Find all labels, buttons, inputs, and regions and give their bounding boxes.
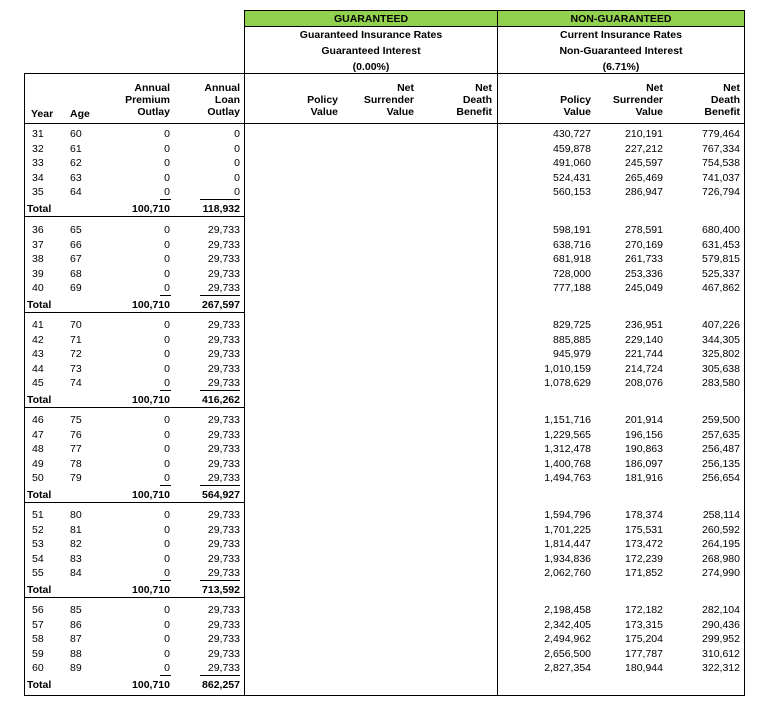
loan-subtotal-rule [200,390,240,391]
table-right-border [744,10,745,696]
premium-total: 100,710 [132,394,170,406]
ng-surrender-value-cell: 180,944 [625,662,663,675]
premium-cell: 0 [164,523,170,536]
ng-surrender-value-cell: 175,531 [625,523,663,536]
premium-cell: 0 [164,567,170,580]
loan-cell: 29,733 [207,414,240,426]
ng-policy-value-cell: 777,188 [553,282,591,295]
premium-cell: 0 [164,472,170,485]
group-total-rule [24,407,245,408]
ng-death-benefit-cell: 305,638 [702,362,740,375]
ng-policy-value-cell: 829,725 [553,319,591,331]
ng-surrender-value-cell: 253,336 [625,267,663,280]
premium-cell: 0 [164,428,170,441]
ng-policy-value-cell: 598,191 [553,224,591,236]
premium-cell: 0 [164,377,170,390]
loan-total: 118,932 [202,203,240,215]
premium-total: 100,710 [132,299,170,311]
ng-policy-value-cell: 430,727 [553,128,591,140]
year-cell: 49 [32,457,44,470]
loan-total: 862,257 [202,679,240,691]
premium-cell: 0 [164,633,170,646]
ng-death-benefit-cell: 274,990 [702,567,740,580]
ng-policy-value-cell: 524,431 [553,171,591,184]
header-title-underline [244,26,745,27]
ng-surrender-value-cell: 270,169 [625,238,663,251]
age-cell: 60 [70,128,82,140]
premium-cell: 0 [164,224,170,236]
ng-surrender-value-cell: 186,097 [625,457,663,470]
loan-cell: 0 [234,142,240,155]
premium-cell: 0 [164,538,170,551]
year-cell: 37 [32,238,44,251]
year-cell: 35 [32,186,44,199]
premium-subtotal-rule [160,295,171,296]
loan-cell: 29,733 [207,282,240,295]
loan-total: 564,927 [202,489,240,501]
ng-death-benefit-cell: 525,337 [702,267,740,280]
age-cell: 73 [70,362,82,375]
age-cell: 70 [70,319,82,331]
age-cell: 65 [70,224,82,236]
total-label: Total [27,489,52,501]
ng-death-benefit-cell: 680,400 [702,224,740,236]
loan-cell: 29,733 [207,319,240,331]
year-cell: 32 [32,142,44,155]
ng-death-benefit-cell: 322,312 [702,662,740,675]
premium-cell: 0 [164,662,170,675]
table-bottom-border [24,695,745,696]
ng-death-benefit-cell: 282,104 [702,604,740,616]
ng-death-benefit-cell: 754,538 [702,157,740,170]
ng-policy-value-cell: 491,060 [553,157,591,170]
premium-total: 100,710 [132,489,170,501]
age-cell: 66 [70,238,82,251]
ng-surrender-value-cell: 245,597 [625,157,663,170]
ng-surrender-value-cell: 181,916 [625,472,663,485]
ng-surrender-value-cell: 196,156 [625,428,663,441]
ng-death-benefit-cell: 467,862 [702,282,740,295]
ng-policy-value-cell: 1,078,629 [544,377,591,390]
guaranteed-interest-label: Guaranteed Interest [321,45,421,57]
ng-death-benefit-cell: 259,500 [702,414,740,426]
premium-cell: 0 [164,552,170,565]
loan-cell: 29,733 [207,552,240,565]
loan-cell: 29,733 [207,253,240,266]
group-total-rule [24,597,245,598]
year-cell: 47 [32,428,44,441]
ng-policy-value-cell: 728,000 [553,267,591,280]
year-cell: 42 [32,333,44,346]
loan-cell: 29,733 [207,523,240,536]
loan-total: 713,592 [202,584,240,596]
age-cell: 69 [70,282,82,295]
col-header-g-policy: Policy Value [307,94,338,118]
ng-surrender-value-cell: 172,239 [625,552,663,565]
ng-policy-value-cell: 885,885 [553,333,591,346]
premium-cell: 0 [164,362,170,375]
ng-policy-value-cell: 1,400,768 [544,457,591,470]
non-guaranteed-interest-label: Non-Guaranteed Interest [559,45,683,57]
ng-death-benefit-cell: 260,592 [702,523,740,536]
year-cell: 36 [32,224,44,236]
loan-cell: 29,733 [207,472,240,485]
age-cell: 62 [70,157,82,170]
ng-surrender-value-cell: 236,951 [625,319,663,331]
guaranteed-interest-rate: (0.00%) [352,61,390,73]
ng-surrender-value-cell: 265,469 [625,171,663,184]
loan-cell: 29,733 [207,662,240,675]
ng-death-benefit-cell: 290,436 [702,618,740,631]
loan-cell: 29,733 [207,538,240,551]
age-cell: 72 [70,348,82,361]
year-cell: 44 [32,362,44,375]
ng-surrender-value-cell: 172,182 [625,604,663,616]
ng-policy-value-cell: 1,151,716 [544,414,591,426]
ng-surrender-value-cell: 210,191 [625,128,663,140]
ng-death-benefit-cell: 256,487 [702,443,740,456]
col-header-ng-policy: Policy Value [560,94,591,118]
ng-surrender-value-cell: 190,863 [625,443,663,456]
premium-subtotal-rule [160,580,171,581]
ng-surrender-value-cell: 173,472 [625,538,663,551]
age-cell: 78 [70,457,82,470]
premium-cell: 0 [164,319,170,331]
ng-policy-value-cell: 638,716 [553,238,591,251]
ng-policy-value-cell: 2,342,405 [544,618,591,631]
ng-surrender-value-cell: 245,049 [625,282,663,295]
ng-policy-value-cell: 2,198,458 [544,604,591,616]
total-label: Total [27,394,52,406]
loan-cell: 0 [234,157,240,170]
age-cell: 76 [70,428,82,441]
ng-policy-value-cell: 1,229,565 [544,428,591,441]
loan-cell: 29,733 [207,567,240,580]
ng-policy-value-cell: 1,934,836 [544,552,591,565]
ng-policy-value-cell: 2,494,962 [544,633,591,646]
age-cell: 82 [70,538,82,551]
premium-subtotal-rule [160,675,171,676]
loan-subtotal-rule [200,295,240,296]
ng-death-benefit-cell: 726,794 [702,186,740,199]
loan-cell: 29,733 [207,267,240,280]
age-cell: 67 [70,253,82,266]
age-cell: 87 [70,633,82,646]
age-cell: 63 [70,171,82,184]
ng-policy-value-cell: 2,827,354 [544,662,591,675]
premium-cell: 0 [164,267,170,280]
col-header-g-surrender: Net Surrender Value [363,82,414,118]
year-cell: 50 [32,472,44,485]
col-header-age: Age [70,108,90,120]
loan-cell: 29,733 [207,509,240,521]
age-cell: 89 [70,662,82,675]
premium-total: 100,710 [132,679,170,691]
premium-total: 100,710 [132,203,170,215]
age-cell: 81 [70,523,82,536]
col-header-ng-death: Net Death Benefit [704,82,740,118]
year-cell: 55 [32,567,44,580]
premium-cell: 0 [164,186,170,199]
premium-cell: 0 [164,348,170,361]
ng-surrender-value-cell: 286,947 [625,186,663,199]
loan-subtotal-rule [200,199,240,200]
loan-cell: 0 [234,128,240,140]
premium-cell: 0 [164,333,170,346]
loan-cell: 29,733 [207,238,240,251]
ng-death-benefit-cell: 779,464 [702,128,740,140]
loan-total: 267,597 [202,299,240,311]
age-cell: 61 [70,142,82,155]
group-total-rule [24,216,245,217]
loan-cell: 0 [234,186,240,199]
ng-surrender-value-cell: 177,787 [625,647,663,660]
year-cell: 34 [32,171,44,184]
premium-cell: 0 [164,171,170,184]
ng-surrender-value-cell: 178,374 [625,509,663,521]
ng-policy-value-cell: 1,594,796 [544,509,591,521]
ng-surrender-value-cell: 201,914 [625,414,663,426]
year-cell: 38 [32,253,44,266]
ng-policy-value-cell: 560,153 [553,186,591,199]
loan-cell: 29,733 [207,604,240,616]
premium-subtotal-rule [160,390,171,391]
ng-death-benefit-cell: 256,135 [702,457,740,470]
table-left-border [24,73,25,696]
age-cell: 83 [70,552,82,565]
group-total-rule [24,502,245,503]
ng-surrender-value-cell: 175,204 [625,633,663,646]
ng-surrender-value-cell: 208,076 [625,377,663,390]
ng-death-benefit-cell: 268,980 [702,552,740,565]
ng-surrender-value-cell: 278,591 [625,224,663,236]
ng-death-benefit-cell: 741,037 [702,171,740,184]
age-cell: 85 [70,604,82,616]
loan-cell: 29,733 [207,618,240,631]
loan-cell: 29,733 [207,647,240,660]
ng-death-benefit-cell: 767,334 [702,142,740,155]
loan-cell: 0 [234,171,240,184]
total-label: Total [27,584,52,596]
year-cell: 40 [32,282,44,295]
premium-cell: 0 [164,414,170,426]
premium-subtotal-rule [160,199,171,200]
year-cell: 60 [32,662,44,675]
age-cell: 86 [70,618,82,631]
loan-cell: 29,733 [207,428,240,441]
age-cell: 80 [70,509,82,521]
ng-policy-value-cell: 2,656,500 [544,647,591,660]
premium-cell: 0 [164,128,170,140]
ng-death-benefit-cell: 299,952 [702,633,740,646]
age-cell: 88 [70,647,82,660]
loan-subtotal-rule [200,485,240,486]
guaranteed-rates-label: Guaranteed Insurance Rates [299,29,443,41]
ng-death-benefit-cell: 257,635 [702,428,740,441]
non-guaranteed-rates-label: Current Insurance Rates [560,29,682,41]
ng-policy-value-cell: 459,878 [553,142,591,155]
ng-death-benefit-cell: 264,195 [702,538,740,551]
col-header-premium: Annual Premium Outlay [125,82,170,118]
year-cell: 39 [32,267,44,280]
ng-policy-value-cell: 1,010,159 [544,362,591,375]
age-cell: 77 [70,443,82,456]
ng-death-benefit-cell: 631,453 [702,238,740,251]
ng-policy-value-cell: 945,979 [553,348,591,361]
column-header-underline [24,123,745,124]
ng-death-benefit-cell: 325,802 [702,348,740,361]
loan-cell: 29,733 [207,333,240,346]
ng-surrender-value-cell: 221,744 [625,348,663,361]
loan-cell: 29,733 [207,443,240,456]
premium-cell: 0 [164,282,170,295]
col-header-ng-surrender: Net Surrender Value [612,82,663,118]
guaranteed-rate-underline [351,73,391,74]
premium-cell: 0 [164,253,170,266]
ng-surrender-value-cell: 229,140 [625,333,663,346]
loan-subtotal-rule [200,580,240,581]
year-cell: 51 [32,509,44,521]
premium-cell: 0 [164,618,170,631]
ng-surrender-value-cell: 227,212 [625,142,663,155]
ng-surrender-value-cell: 171,852 [625,567,663,580]
ng-policy-value-cell: 1,814,447 [544,538,591,551]
premium-cell: 0 [164,238,170,251]
ng-surrender-value-cell: 214,724 [625,362,663,375]
premium-cell: 0 [164,604,170,616]
year-cell: 48 [32,443,44,456]
ng-policy-value-cell: 681,918 [553,253,591,266]
ng-death-benefit-cell: 283,580 [702,377,740,390]
year-cell: 57 [32,618,44,631]
loan-cell: 29,733 [207,362,240,375]
ng-surrender-value-cell: 261,733 [625,253,663,266]
premium-cell: 0 [164,647,170,660]
age-cell: 84 [70,567,82,580]
year-cell: 43 [32,348,44,361]
year-cell: 56 [32,604,44,616]
ng-death-benefit-cell: 310,612 [702,647,740,660]
total-label: Total [27,679,52,691]
divider-before-guaranteed [244,10,245,696]
year-cell: 33 [32,157,44,170]
year-cell: 45 [32,377,44,390]
col-header-loan: Annual Loan Outlay [204,82,240,118]
col-header-g-death: Net Death Benefit [456,82,492,118]
header-top-border [244,10,745,11]
group-total-rule [24,312,245,313]
loan-cell: 29,733 [207,457,240,470]
ng-death-benefit-cell: 344,305 [702,333,740,346]
loan-cell: 29,733 [207,377,240,390]
year-cell: 58 [32,633,44,646]
loan-subtotal-rule [200,675,240,676]
premium-total: 100,710 [132,584,170,596]
non-guaranteed-interest-rate: (6.71%) [602,61,640,73]
col-header-year: Year [31,108,54,120]
age-cell: 74 [70,377,82,390]
total-label: Total [27,203,52,215]
age-cell: 68 [70,267,82,280]
age-cell: 79 [70,472,82,485]
premium-cell: 0 [164,142,170,155]
non-guaranteed-title: NON-GUARANTEED [570,13,672,25]
ng-surrender-value-cell: 173,315 [625,618,663,631]
ng-death-benefit-cell: 256,654 [702,472,740,485]
loan-cell: 29,733 [207,348,240,361]
premium-cell: 0 [164,457,170,470]
premium-cell: 0 [164,509,170,521]
ng-policy-value-cell: 2,062,760 [544,567,591,580]
ng-policy-value-cell: 1,494,763 [544,472,591,485]
guaranteed-title: GUARANTEED [333,13,409,25]
age-cell: 64 [70,186,82,199]
ng-policy-value-cell: 1,701,225 [544,523,591,536]
premium-subtotal-rule [160,485,171,486]
ng-death-benefit-cell: 407,226 [702,319,740,331]
ng-death-benefit-cell: 258,114 [702,509,740,521]
year-cell: 53 [32,538,44,551]
age-cell: 75 [70,414,82,426]
age-cell: 71 [70,333,82,346]
total-label: Total [27,299,52,311]
year-cell: 59 [32,647,44,660]
year-cell: 54 [32,552,44,565]
divider-before-non-guaranteed [497,10,498,696]
year-cell: 46 [32,414,44,426]
loan-cell: 29,733 [207,224,240,236]
year-cell: 31 [32,128,44,140]
loan-total: 416,262 [202,394,240,406]
premium-cell: 0 [164,443,170,456]
ng-policy-value-cell: 1,312,478 [544,443,591,456]
year-cell: 41 [32,319,44,331]
loan-cell: 29,733 [207,633,240,646]
year-cell: 52 [32,523,44,536]
premium-cell: 0 [164,157,170,170]
ng-death-benefit-cell: 579,815 [702,253,740,266]
